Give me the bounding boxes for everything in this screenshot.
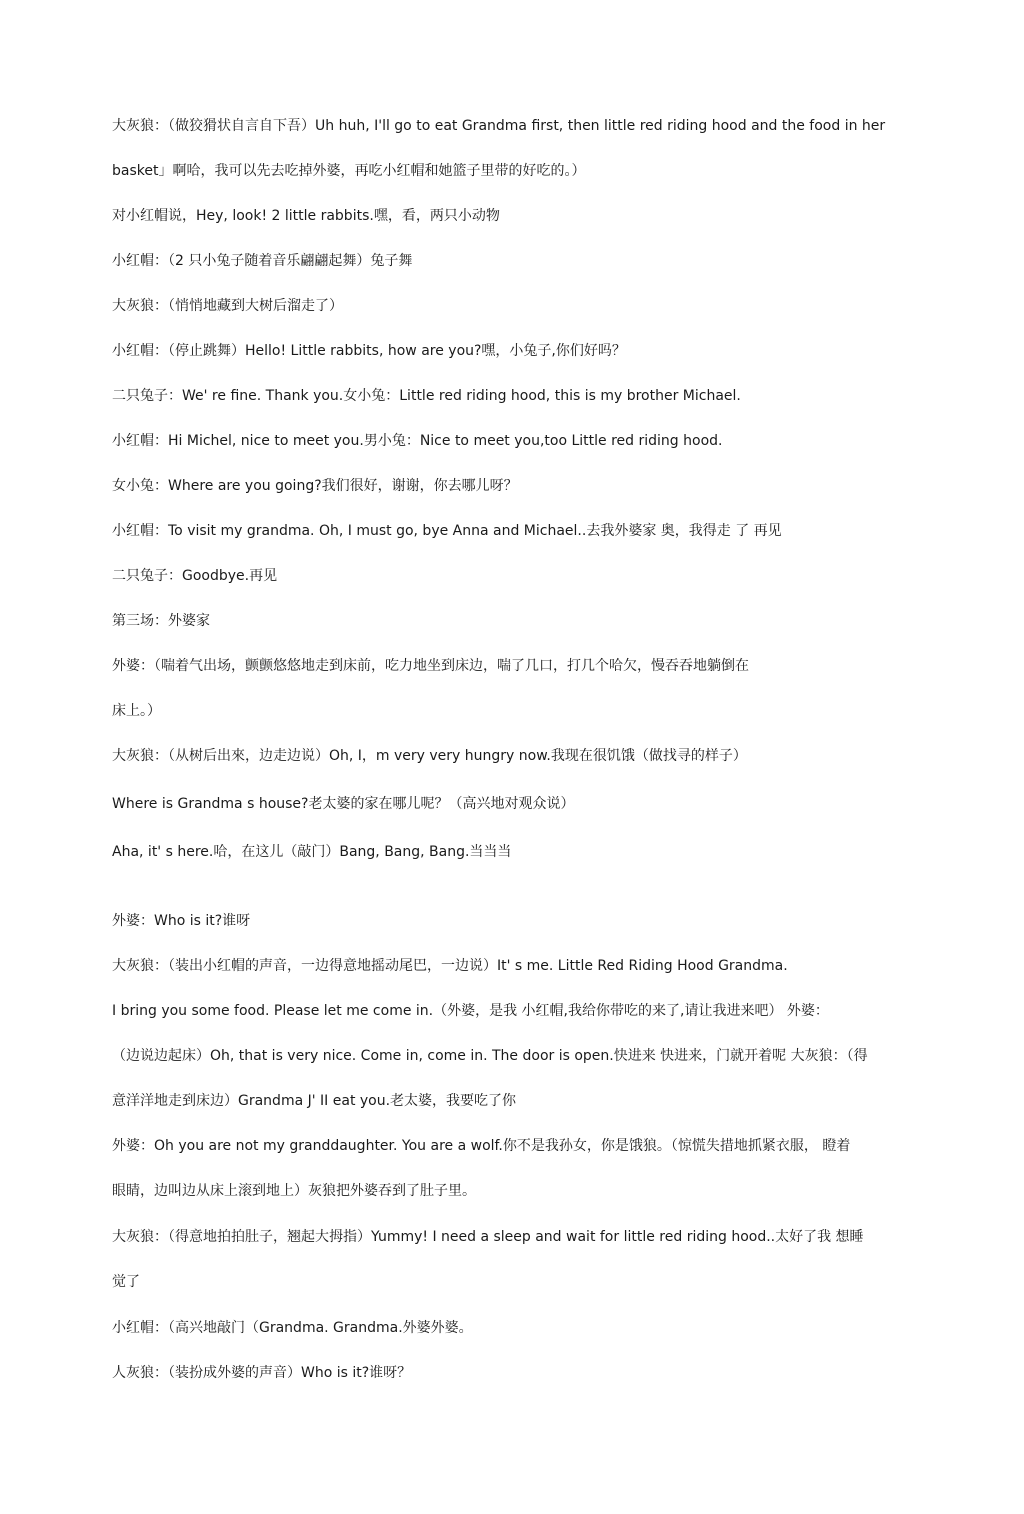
- text-line: Where is Grandma s house?老太婆的家在哪儿呢？（高兴地对观众说）: [112, 796, 575, 812]
- text-line: 对小红帽说，Hey, look! 2 little rabbits.嘿，看，两只小动物: [112, 208, 500, 224]
- text-line: 小红帽：（停止跳舞）Hello! Little rabbits, how are you?嘿，小兔子,你们好吗？: [112, 343, 626, 359]
- text-line: 大灰狼：（从树后出來，边走边说）Oh, I，m very very hungry now.我现在很饥饿（做找寻的样子）: [112, 748, 747, 764]
- text-line: I bring you some food. Please let me come in.（外婆，是我 小红帽,我给你带吃的来了,请让我进来吧） 外婆：: [112, 1003, 829, 1019]
- text-line: 大灰狼：（装出小红帽的声音，一边得意地摇动尾巴，一边说）It' s me. Little Red Riding Hood Grandma.: [112, 958, 788, 974]
- text-line: （边说边起床）Oh, that is very nice. Come in, come in. The door is open.快进来 快进来，门就开着呢 大灰狼：（得: [112, 1048, 868, 1064]
- text-line: 觉了: [112, 1274, 140, 1290]
- text-line: 大灰狼：（得意地拍拍肚子，翘起大拇指）Yummy! I need a sleep and wait for little red riding hood..太好了我 想睡: [112, 1229, 864, 1245]
- text-line: 小红帽：（高兴地敲门（Grandma. Grandma.外婆外婆。: [112, 1320, 473, 1336]
- text-line: 女小兔：Where are you going?我们很好，谢谢，你去哪儿呀？: [112, 478, 518, 494]
- text-line: 二只兔子：Goodbye.再见: [112, 568, 278, 584]
- text-line: 小红帽：To visit my grandma. Oh, I must go, bye Anna and Michael..去我外婆家 奥，我得走 了 再见: [112, 523, 782, 539]
- text-line: 外婆：Who is it?谁呀: [112, 913, 251, 929]
- text-line: 大灰狼：（悄悄地藏到大树后溜走了）: [112, 298, 343, 314]
- text-line: basket」啊哈，我可以先去吃掉外婆，再吃小红帽和她篮子里带的好吃的。）: [112, 163, 586, 179]
- text-line: 小红帽：（2 只小兔子随着音乐翩翩起舞）兔子舞: [112, 253, 413, 269]
- text-line: 意洋洋地走到床边）Grandma J' II eat you.老太婆，我要吃了你: [112, 1093, 517, 1109]
- text-line: 外婆：Oh you are not my granddaughter. You are a wolf.你不是我孙女，你是饿狼。（惊慌失措地抓紧衣服， 瞪着: [112, 1138, 851, 1154]
- text-line: 人灰狼：（装扮成外婆的声音）Who is it?谁呀？: [112, 1365, 412, 1381]
- text-line: 大灰狼：（做狡猾状自言自下吾）Uh huh, I'll go to eat Grandma first, then little red riding hood and the food in her: [112, 118, 886, 134]
- text-line: 眼睛，边叫边从床上滚到地上）灰狼把外婆吞到了肚子里。: [112, 1183, 476, 1199]
- text-line: 小红帽：Hi Michel, nice to meet you.男小兔：Nice to meet you,too Little red riding hood.: [112, 433, 723, 449]
- text-line: Aha, it' s here.哈，在这儿（敲门）Bang, Bang, Bang.当当当: [112, 844, 512, 860]
- text-line: 二只兔子：We' re fine. Thank you.女小兔：Little red riding hood, this is my brother Michael.: [112, 388, 741, 404]
- text-line: 床上。）: [112, 703, 161, 719]
- scene-heading: 第三场：外婆家: [112, 613, 210, 629]
- text-line: 外婆：（喘着气出场，颤颤悠悠地走到床前，吃力地坐到床边，喘了几口，打几个哈欠，慢吞吞地躺倒在: [112, 658, 749, 674]
